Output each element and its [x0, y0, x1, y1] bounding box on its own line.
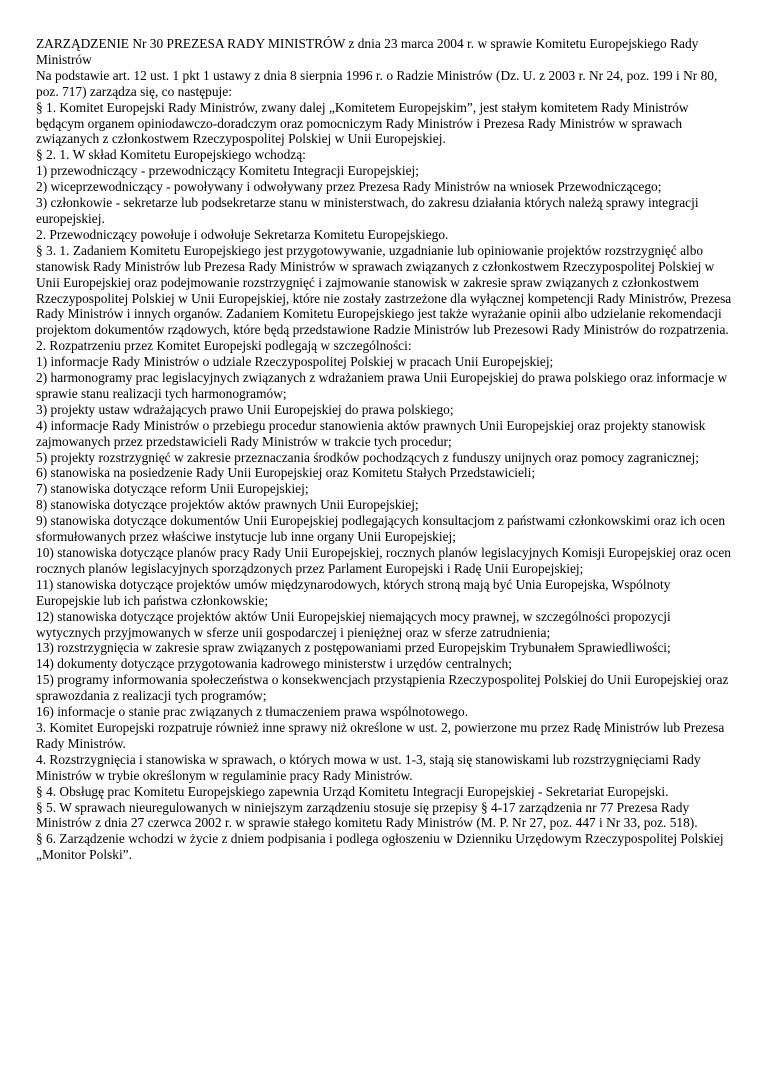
- section-1: § 1. Komitet Europejski Rady Ministrów, zwany dalej „Komitetem Europejskim”, jest stałym komitetem Rady Ministrów będącym organem opiniodawczo-doradczym oraz pomocniczym Rady Ministrów i Prezesa Rady Ministrów w sprawach związanych z członkostwem Rzeczypospolitej Polskiej w Unii Europejskiej.: [36, 99, 689, 147]
- section-5: § 5. W sprawach nieuregulowanych w niniejszym zarządzeniu stosuje się przepisy § 4-17 zarządzenia nr 77 Prezesa Rady Ministrów z dnia 27 czerwca 2002 r. w sprawie stałego komitetu Rady Ministrów (M. P. Nr 27, poz. 447 i Nr 33, poz. 518).: [36, 799, 698, 831]
- list-item: 4) informacje Rady Ministrów o przebiegu procedur stanowienia aktów prawnych Unii Europejskiej oraz projekty stanowisk zajmowanych przez przedstawicieli Rady Ministrów w trakcie tych procedur;: [36, 417, 706, 449]
- section-3-paragraph-1: § 3. 1. Zadaniem Komitetu Europejskiego jest przygotowywanie, uzgadnianie lub opiniowanie projektów rozstrzygnięć albo stanowisk Rady Ministrów lub Prezesa Rady Ministrów w sprawach związanych z członkostwem Rzeczypospolitej Polskiej w Unii Europejskiej oraz podejmowanie rozstrzygnięć i zajmowanie stanowisk w zakresie spraw związanych z członkostwem Rzeczypospolitej Polskiej w Unii Europejskiej, które nie zostały zastrzeżone dla wyłącznej kompetencji Rady Ministrów, Prezesa Rady Ministrów i innych organów. Zadaniem Komitetu Europejskiego jest także wyrażanie opinii albo udzielanie rekomendacji projektom dokumentów rządowych, które będą przedstawione Radzie Ministrów lub Prezesowi Rady Ministrów do rozpatrzenia.: [36, 242, 732, 338]
- section-3-paragraph-3: 3. Komitet Europejski rozpatruje również inne sprawy niż określone w ust. 2, powierzone mu przez Radę Ministrów lub Prezesa Rady Ministrów.: [36, 719, 725, 751]
- section-2-paragraph-2: 2. Przewodniczący powołuje i odwołuje Sekretarza Komitetu Europejskiego.: [36, 226, 449, 242]
- section-3-paragraph-4: 4. Rozstrzygnięcia i stanowiska w sprawach, o których mowa w ust. 1-3, stają się stanowiskami lub rozstrzygnięciami Rady Ministrów w trybie określonym w regulaminie pracy Rady Ministrów.: [36, 751, 701, 783]
- list-item: 9) stanowiska dotyczące dokumentów Unii Europejskiej podlegających konsultacjom z państwami członkowskimi oraz ich ocen sformułowanych przez właściwe instytucje lub inne organy Unii Europejskiej;: [36, 513, 726, 545]
- list-item: 2) wiceprzewodniczący - powoływany i odwoływany przez Prezesa Rady Ministrów na wniosek Przewodniczącego;: [36, 179, 662, 195]
- list-item: 1) informacje Rady Ministrów o udziale Rzeczypospolitej Polskiej w pracach Unii Europejskiej;: [36, 354, 554, 370]
- document-title: ZARZĄDZENIE Nr 30 PREZESA RADY MINISTRÓW z dnia 23 marca 2004 r. w sprawie Komitetu Europejskiego Rady Ministrów: [36, 36, 699, 67]
- section-4: § 4. Obsługę prac Komitetu Europejskiego zapewnia Urząd Komitetu Integracji Europejskiej - Sekretariat Europejski.: [36, 783, 669, 799]
- section-3-paragraph-2-intro: 2. Rozpatrzeniu przez Komitet Europejski podlegają w szczególności:: [36, 338, 412, 354]
- list-item: 13) rozstrzygnięcia w zakresie spraw związanych z postępowaniami przed Europejskim Trybunałem Sprawiedliwości;: [36, 640, 671, 656]
- document-page: [36, 36, 736, 863]
- list-item: 6) stanowiska na posiedzenie Rady Unii Europejskiej oraz Komitetu Stałych Przedstawicieli;: [36, 465, 536, 481]
- list-item: 16) informacje o stanie prac związanych z tłumaczeniem prawa wspólnotowego.: [36, 704, 469, 720]
- list-item: 11) stanowiska dotyczące projektów umów międzynarodowych, których stroną mają być Unia Europejska, Wspólnoty Europejskie lub ich państwa członkowskie;: [36, 576, 671, 608]
- section-6: § 6. Zarządzenie wchodzi w życie z dniem podpisania i podlega ogłoszeniu w Dzienniku Urzędowym Rzeczypospolitej Polskiej „Monitor Polski”.: [36, 831, 724, 863]
- legal-basis-paragraph: Na podstawie art. 12 ust. 1 pkt 1 ustawy z dnia 8 sierpnia 1996 r. o Radzie Ministrów (Dz. U. z 2003 r. Nr 24, poz. 199 i Nr 80, poz. 717) zarządza się, co następuje:: [36, 67, 718, 99]
- list-item: 1) przewodniczący - przewodniczący Komitetu Integracji Europejskiej;: [36, 163, 419, 179]
- list-item: 8) stanowiska dotyczące projektów aktów prawnych Unii Europejskiej;: [36, 497, 419, 513]
- section-2-intro: § 2. 1. W skład Komitetu Europejskiego wchodzą:: [36, 147, 306, 163]
- list-item: 5) projekty rozstrzygnięć w zakresie przeznaczania środków pochodzących z funduszy unijnych oraz pomocy zagranicznej;: [36, 449, 699, 465]
- list-item: 14) dokumenty dotyczące przygotowania kadrowego ministerstw i urzędów centralnych;: [36, 656, 512, 672]
- list-item: 3) członkowie - sekretarze lub podsekretarze stanu w ministerstwach, do zakresu działania których należą sprawy integracji europejskiej.: [36, 195, 699, 226]
- list-item: 12) stanowiska dotyczące projektów aktów Unii Europejskiej niemających mocy prawnej, w szczególności propozycji wytycznych przyjmowanych w sferze unii gospodarczej i pieniężnej oraz w sferze zatrudnienia;: [36, 608, 671, 640]
- list-item: 3) projekty ustaw wdrażających prawo Unii Europejskiej do prawa polskiego;: [36, 401, 454, 417]
- list-item: 15) programy informowania społeczeństwa o konsekwencjach przystąpienia Rzeczypospolitej Polskiej do Unii Europejskiej oraz sprawozdania z realizacji tych programów;: [36, 672, 729, 704]
- list-item: 7) stanowiska dotyczące reform Unii Europejskiej;: [36, 481, 309, 497]
- list-item: 10) stanowiska dotyczące planów pracy Rady Unii Europejskiej, rocznych planów legislacyjnych Komisji Europejskiej oraz ocen rocznych planów legislacyjnych sporządzonych przez Parlament Europejski i Radę Unii Europejskiej;: [36, 545, 731, 576]
- list-item: 2) harmonogramy prac legislacyjnych związanych z wdrażaniem prawa Unii Europejskiej do prawa polskiego oraz informacje w sprawie stanu realizacji tych harmonogramów;: [36, 370, 728, 401]
